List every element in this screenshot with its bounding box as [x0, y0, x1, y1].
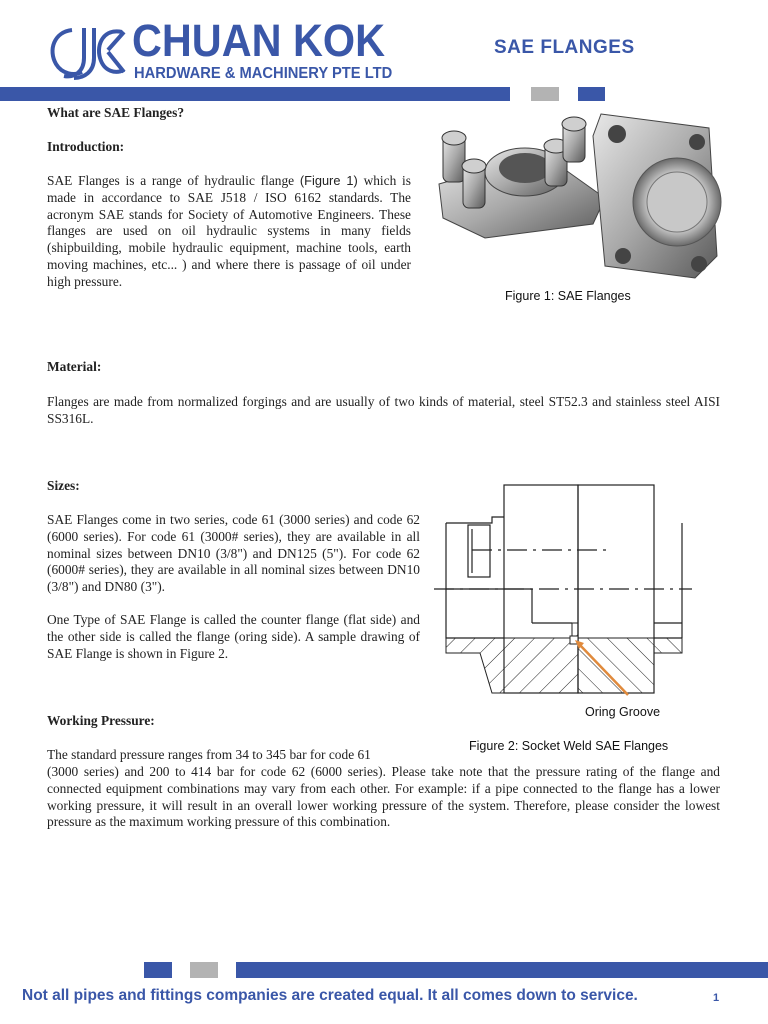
figure1-reference: (Figure 1) — [299, 173, 358, 188]
document-title: SAE FLANGES — [494, 37, 635, 58]
intro-text-end: which is made in accordance to SAE J518 / ISO 6162 standards. The acronym SAE stands for Society of Automotive Engineers. These flanges are used on oil hydraulic systems in many fields (shipbuilding, mobile hydraulic equipment, machine tools, earth moving machines, etc... ) and where there is passage of oil under high pressure. — [47, 173, 411, 289]
figure1-image — [425, 106, 725, 286]
page-number: 1 — [713, 992, 720, 1004]
brand-subtitle: HARDWARE & MACHINERY PTE LTD — [134, 65, 393, 82]
header-rule — [0, 87, 510, 101]
figure2-drawing — [432, 483, 722, 698]
material-heading: Material: — [47, 359, 102, 374]
what-heading: What are SAE Flanges? — [47, 105, 185, 120]
footer-rule — [236, 962, 768, 978]
footer-gray-block — [190, 962, 218, 978]
pressure-line-1: The standard pressure ranges from 34 to 345 bar for code 61 — [47, 747, 371, 762]
sizes-heading: Sizes: — [47, 478, 80, 493]
intro-text-start: SAE Flanges is a range of hydraulic flange — [47, 173, 300, 188]
figure2-caption: Figure 2: Socket Weld SAE Flanges — [469, 739, 669, 753]
sizes-paragraph-2: One Type of SAE Flange is called the counter flange (flat side) and the other side is called the flange (oring side). A sample drawing of SAE Flange is shown in Figure 2. — [47, 612, 420, 661]
figure1-caption: Figure 1: SAE Flanges — [505, 289, 631, 303]
header-gray-block — [531, 87, 559, 101]
pressure-heading: Working Pressure: — [47, 713, 155, 728]
intro-heading: Introduction: — [47, 139, 125, 154]
header-blue-block — [578, 87, 605, 101]
sizes-paragraph-1: SAE Flanges come in two series, code 61 (3000 series) and code 62 (6000 series). For code 61 (3000# series), they are available in all nominal sizes between DN10 (3/8") and DN125 (5"). For code 62 (6000# series), they are available in all nominal sizes between DN10 (3/8") and DN80 (3"). — [47, 512, 420, 595]
footer-blue-block — [144, 962, 172, 978]
company-logo — [44, 22, 126, 82]
pressure-paragraph: (3000 series) and 200 to 414 bar for code 62 (6000 series). Please take note that the pressure rating of the flange and connected equipment combinations may vary from each other. For example: if a pipe connected to the flange has a lower working pressure, it will result in an overall lower working pressure of the system. Therefore, please consider the lowest pressure as the maximum working pressure of this combination. — [47, 764, 720, 830]
oring-groove-label: Oring Groove — [585, 705, 661, 719]
brand-name: CHUAN KOK — [132, 15, 385, 66]
intro-paragraph — [47, 173, 411, 291]
footer-slogan: Not all pipes and fittings companies are created equal. It all comes down to service. — [22, 987, 638, 1004]
material-paragraph: Flanges are made from normalized forgings and are usually of two kinds of material, steel ST52.3 and stainless steel AISI SS316L. — [47, 394, 720, 426]
